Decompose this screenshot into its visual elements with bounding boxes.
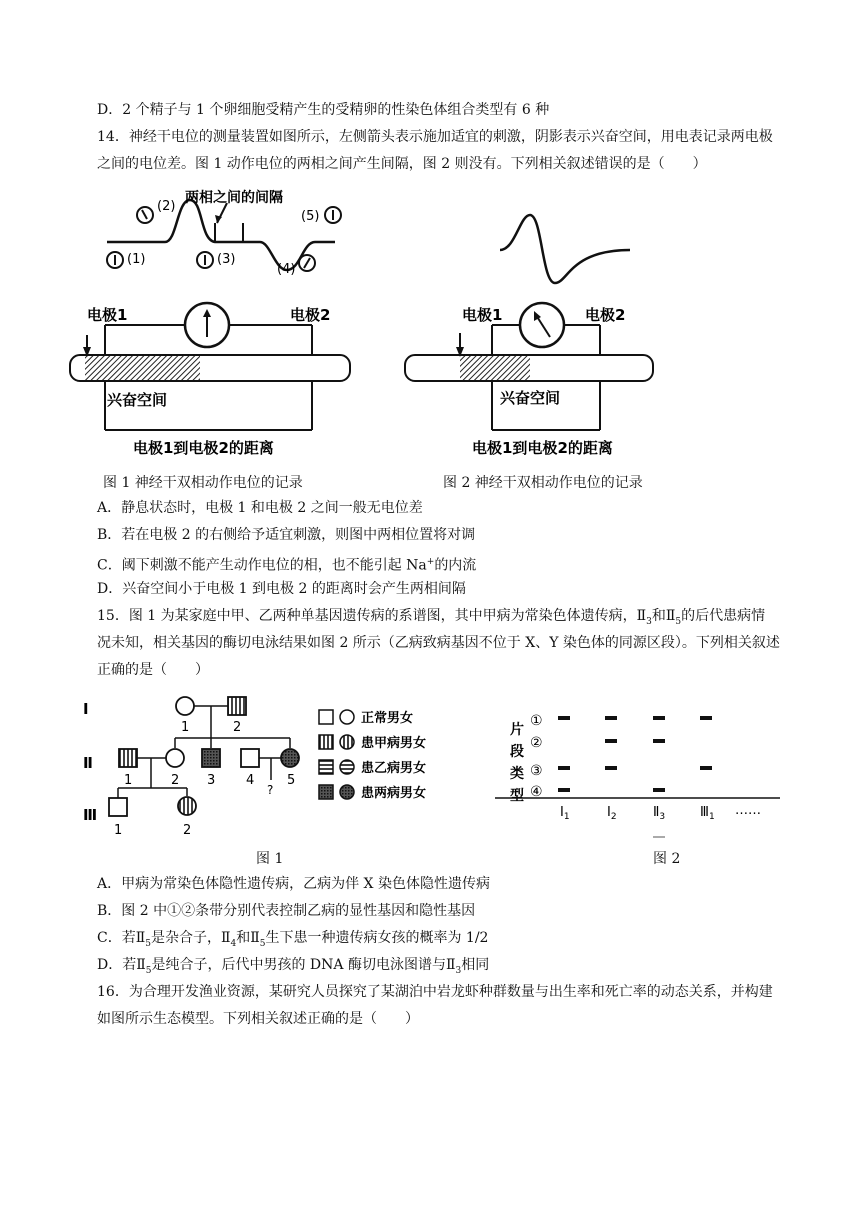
figure-2-nerve-recording (400, 205, 670, 467)
svg-text:5: 5 (287, 773, 296, 788)
q15-option-b: B．图 2 中①②条带分别代表控制乙病的显性基因和隐性基因 (97, 903, 476, 919)
legend-yi-male (319, 760, 333, 774)
marker-5: (5) (301, 209, 320, 224)
option-d-q13: D．2 个精子与 1 个卵细胞受精产生的受精卵的性染色体组合类型有 6 种 (97, 102, 550, 118)
q15-option-d: D．若$Ⅱ_5$是纯合子，后代中男孩的 DNA 酶切电泳图谱与$Ⅱ_3$相同 (97, 957, 490, 976)
band-label-2: ② (530, 735, 543, 751)
excitation-space-shading (85, 356, 200, 380)
q15-option-c: C．若$Ⅱ_5$是杂合子，$Ⅱ_4$和$Ⅱ_5$生下患一种遗传病女孩的概率为 1/2 (97, 930, 489, 949)
legend-normal-text: 正常男女 (361, 711, 414, 726)
band (558, 766, 570, 770)
question-14-line1: 14．神经干电位的测量装置如图所示，左侧箭头表示施加适宜的刺激，阴影表示兴奋空间，用电表记录两电极 (97, 129, 773, 145)
band (558, 716, 570, 720)
q14-option-d: D．兴奋空间小于电极 1 到电极 2 的距离时会产生两相间隔 (97, 581, 466, 597)
ii1-male-jia (119, 749, 137, 767)
i2-male-jia (228, 697, 246, 715)
excitation-space-label-2: 兴奋空间 (500, 389, 561, 407)
galvanometer-2 (520, 303, 564, 347)
figure-2-caption: 图 2 神经干双相动作电位的记录 (443, 475, 643, 491)
meter-icon-2 (137, 207, 153, 223)
gel-figure (490, 700, 785, 845)
legend-jia-male (319, 735, 333, 749)
distance-label: 电极1到电极2的距离 (133, 439, 274, 457)
galvanometer (185, 303, 229, 347)
electrode-2-label-2: 电极2 (585, 306, 626, 324)
question-15-line3: 正确的是（ ） (97, 662, 209, 678)
iii1-male-normal (109, 798, 127, 816)
band (700, 766, 712, 770)
meter-icon-1 (107, 252, 123, 268)
marker-1: (1) (127, 252, 146, 267)
lane-label-1: $Ⅰ_1$ (560, 805, 570, 822)
meter-icon-5 (325, 207, 341, 223)
ii3-male-both (202, 749, 220, 767)
generation-i: Ⅰ (83, 700, 89, 718)
ii4-male-normal (241, 749, 259, 767)
band (605, 716, 617, 720)
legend-both-male (319, 785, 333, 799)
i1-female-normal (176, 697, 194, 715)
svg-text:1: 1 (124, 773, 133, 788)
question-16-line1: 16．为合理开发渔业资源，某研究人员探究了某湖泊中岩龙虾种群数量与出生率和死亡率的动态关系，并构建 (97, 984, 773, 1000)
meter-icon-3 (197, 252, 213, 268)
gel-ylabel-1: 片 (510, 722, 524, 738)
band (605, 766, 617, 770)
question-15-line1: 15．图 1 为某家庭中甲、乙两种单基因遗传病的系谱图，其中甲病为常染色体遗传病，$Ⅱ_3$和$Ⅱ_5$的后代患病情 (97, 608, 766, 627)
lane-label-3: $Ⅱ_3$ (653, 805, 666, 822)
legend-jia-text: 患甲病男女 (361, 736, 427, 751)
generation-ii: Ⅱ (83, 754, 93, 772)
q15-option-a: A．甲病为常染色体隐性遗传病，乙病为伴 X 染色体隐性遗传病 (97, 876, 490, 892)
svg-text:3: 3 (207, 773, 216, 788)
generation-iii: Ⅲ (83, 806, 98, 824)
band-label-1: ① (530, 713, 543, 729)
marker-3: (3) (217, 252, 236, 267)
q14-option-b: B．若在电极 2 的右侧给予适宜刺激，则图中两相位置将对调 (97, 527, 476, 543)
question-15-line2: 况未知，相关基因的酶切电泳结果如图 2 所示（乙病致病基因不位于 X、Y 染色体的同源区段）。下列相关叙述 (97, 635, 780, 651)
question-14-line2: 之间的电位差。图 1 动作电位的两相之间产生间隔，图 2 则没有。下列相关叙述错误的是（ ） (97, 156, 707, 172)
band (653, 716, 665, 720)
legend-normal-male (319, 710, 333, 724)
legend-both-text: 患两病男女 (361, 786, 427, 801)
q14-option-c: C．阈下刺激不能产生动作电位的相，也不能引起 Na+的内流 (97, 557, 477, 574)
electrode-1-label: 电极1 (87, 306, 128, 324)
electrode-2-label: 电极2 (290, 306, 331, 324)
lane-label-4: $Ⅲ_1$ (700, 805, 715, 822)
svg-text:4: 4 (246, 773, 255, 788)
svg-text:2: 2 (171, 773, 180, 788)
pedigree-figure (75, 688, 475, 848)
pedigree-caption: 图 1 (256, 851, 284, 867)
legend-yi-text: 患乙病男女 (361, 761, 427, 776)
svg-text:1: 1 (181, 720, 190, 735)
figure-1-nerve-recording (65, 185, 395, 467)
distance-label-2: 电极1到电极2的距离 (472, 439, 613, 457)
lane-more: …… (735, 803, 761, 818)
gel-ylabel-4: 型 (510, 788, 524, 804)
band-label-3: ③ (530, 763, 543, 779)
gel-ylabel-3: 类 (510, 766, 524, 782)
ii5-female-both (281, 749, 299, 767)
interval-label: 两相之间的间隔 (185, 190, 283, 206)
excitation-space-shading-2 (460, 356, 530, 380)
band (653, 739, 665, 743)
band-label-4: ④ (530, 784, 543, 800)
figure-1-caption: 图 1 神经干双相动作电位的记录 (103, 475, 303, 491)
lane-label-2: $Ⅰ_2$ (607, 805, 617, 822)
marker-2: (2) (157, 199, 176, 214)
svg-text:2: 2 (233, 720, 242, 735)
gel-ylabel-2: 段 (510, 744, 524, 760)
iii2-female-jia (178, 797, 196, 815)
marker-4: (4) (277, 262, 296, 277)
ii2-female-normal (166, 749, 184, 767)
question-16-line2: 如图所示生态模型。下列相关叙述正确的是（ ） (97, 1011, 419, 1027)
band (605, 739, 617, 743)
svg-text:1: 1 (114, 823, 123, 838)
svg-text:2: 2 (183, 823, 192, 838)
band (653, 788, 665, 792)
q14-option-a: A．静息状态时，电极 1 和电极 2 之间一般无电位差 (97, 500, 423, 516)
band (558, 788, 570, 792)
electrode-1-label-2: 电极1 (462, 306, 503, 324)
gel-caption: 图 2 (653, 851, 681, 867)
unknown-offspring: ? (267, 783, 274, 797)
band (700, 716, 712, 720)
meter-icon-4 (299, 255, 315, 271)
excitation-space-label: 兴奋空间 (107, 391, 168, 409)
